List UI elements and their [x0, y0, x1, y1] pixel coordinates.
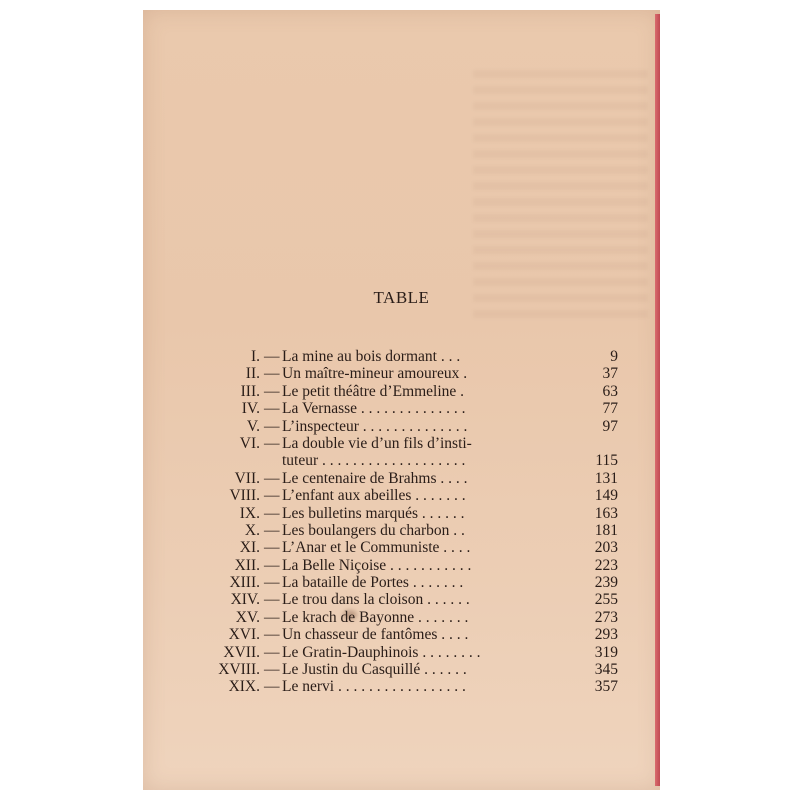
- toc-entry: [198, 591, 638, 608]
- separator-dash: —: [264, 661, 280, 679]
- chapter-title: La bataille de Portes . . . . . . .: [282, 574, 464, 592]
- page-number: 345: [594, 661, 618, 679]
- page-number: 239: [594, 574, 618, 592]
- separator-dash: —: [264, 417, 280, 435]
- chapter-number: XVIII.: [218, 661, 260, 679]
- chapter-number: VIII.: [229, 487, 260, 505]
- toc-entry: [198, 383, 638, 400]
- chapter-number: V.: [246, 417, 260, 435]
- bleed-through-text: [473, 70, 648, 320]
- toc-entry: [198, 522, 638, 539]
- chapter-title: Le centenaire de Brahms . . . .: [282, 469, 468, 487]
- chapter-number: VII.: [234, 469, 260, 487]
- page-number: 115: [595, 452, 618, 470]
- separator-dash: —: [264, 556, 280, 574]
- page-title: TABLE: [373, 288, 430, 307]
- separator-dash: —: [264, 469, 280, 487]
- toc-entry: [198, 365, 638, 382]
- chapter-number: XI.: [239, 539, 260, 557]
- chapter-title: Le nervi . . . . . . . . . . . . . . . . .: [282, 678, 466, 696]
- toc-entry: [198, 487, 638, 504]
- book-page: [143, 10, 660, 790]
- page-number: 255: [594, 591, 618, 609]
- separator-dash: —: [264, 626, 280, 644]
- page-number: 223: [594, 556, 618, 574]
- page-number: 63: [602, 382, 618, 400]
- toc-entry: [198, 574, 638, 591]
- separator-dash: —: [264, 434, 280, 452]
- separator-dash: —: [264, 521, 280, 539]
- separator-dash: —: [264, 574, 280, 592]
- chapter-number: X.: [244, 521, 260, 539]
- chapter-title: Les boulangers du charbon . .: [282, 521, 465, 539]
- separator-dash: —: [264, 365, 280, 383]
- separator-dash: —: [264, 678, 280, 696]
- page-number: 203: [594, 539, 618, 557]
- page-number: 273: [594, 608, 618, 626]
- chapter-title: Un maître-mineur amoureux .: [282, 365, 468, 383]
- chapter-number: IV.: [241, 400, 260, 418]
- toc-entry: [198, 539, 638, 556]
- page-number: 97: [602, 417, 618, 435]
- toc-entry: [198, 435, 638, 452]
- separator-dash: —: [264, 400, 280, 418]
- separator-dash: —: [264, 382, 280, 400]
- chapter-title: La double vie d’un fils d’insti-: [282, 434, 472, 452]
- separator-dash: —: [264, 504, 280, 522]
- toc-entry: [198, 505, 638, 522]
- chapter-title: Les bulletins marqués . . . . . .: [282, 504, 465, 522]
- separator-dash: —: [264, 608, 280, 626]
- toc-entry: [198, 557, 638, 574]
- chapter-title: Le petit théâtre d’Emmeline .: [282, 382, 465, 400]
- chapter-title: L’enfant aux abeilles . . . . . . .: [282, 487, 466, 505]
- chapter-title: Le Justin du Casquillé . . . . . .: [282, 661, 467, 679]
- chapter-number: XV.: [235, 608, 260, 626]
- chapter-number: XII.: [234, 556, 260, 574]
- page-number: 181: [594, 521, 618, 539]
- page-number: 163: [594, 504, 618, 522]
- toc-entry: [198, 470, 638, 487]
- chapter-title: L’Anar et le Communiste . . . .: [282, 539, 471, 557]
- chapter-title: Un chasseur de fantômes . . . .: [282, 626, 469, 644]
- table-of-contents: [198, 348, 638, 696]
- toc-entry: [198, 644, 638, 661]
- chapter-title: Le Gratin-Dauphinois . . . . . . . .: [282, 643, 481, 661]
- page-number: 357: [594, 678, 618, 696]
- chapter-title: La mine au bois dormant . . .: [282, 348, 461, 365]
- toc-entry: [198, 626, 638, 643]
- page-number: 131: [594, 469, 618, 487]
- page-number: 77: [602, 400, 618, 418]
- chapter-number: XIV.: [230, 591, 260, 609]
- toc-entry: [198, 678, 638, 695]
- separator-dash: —: [264, 643, 280, 661]
- toc-entry: [198, 400, 638, 417]
- chapter-number: XIX.: [228, 678, 260, 696]
- page-number: 319: [594, 643, 618, 661]
- chapter-title: Le krach de Bayonne . . . . . . .: [282, 608, 469, 626]
- separator-dash: —: [264, 348, 280, 365]
- separator-dash: —: [264, 487, 280, 505]
- page-number: 9: [610, 348, 618, 365]
- chapter-number: I.: [250, 348, 260, 365]
- chapter-title: Le trou dans la cloison . . . . . .: [282, 591, 470, 609]
- page-number: 149: [594, 487, 618, 505]
- toc-entry: [198, 452, 638, 469]
- chapter-number: II.: [245, 365, 260, 383]
- separator-dash: —: [264, 591, 280, 609]
- toc-entry: [198, 661, 638, 678]
- chapter-title: L’inspecteur . . . . . . . . . . . . . .: [282, 417, 468, 435]
- page-number: 293: [594, 626, 618, 644]
- toc-entry: [198, 609, 638, 626]
- chapter-number: XIII.: [229, 574, 260, 592]
- page-number: 37: [602, 365, 618, 383]
- chapter-number: VI.: [239, 434, 260, 452]
- separator-dash: —: [264, 539, 280, 557]
- toc-entry: [198, 348, 638, 365]
- chapter-title: tuteur . . . . . . . . . . . . . . . . . . .: [282, 452, 466, 470]
- chapter-number: III.: [240, 382, 260, 400]
- chapter-number: IX.: [239, 504, 260, 522]
- chapter-title: La Vernasse . . . . . . . . . . . . . .: [282, 400, 466, 418]
- page-edge: [655, 14, 660, 786]
- chapter-number: XVII.: [223, 643, 260, 661]
- chapter-title: La Belle Niçoise . . . . . . . . . . .: [282, 556, 472, 574]
- toc-entry: [198, 418, 638, 435]
- chapter-number: XVI.: [228, 626, 260, 644]
